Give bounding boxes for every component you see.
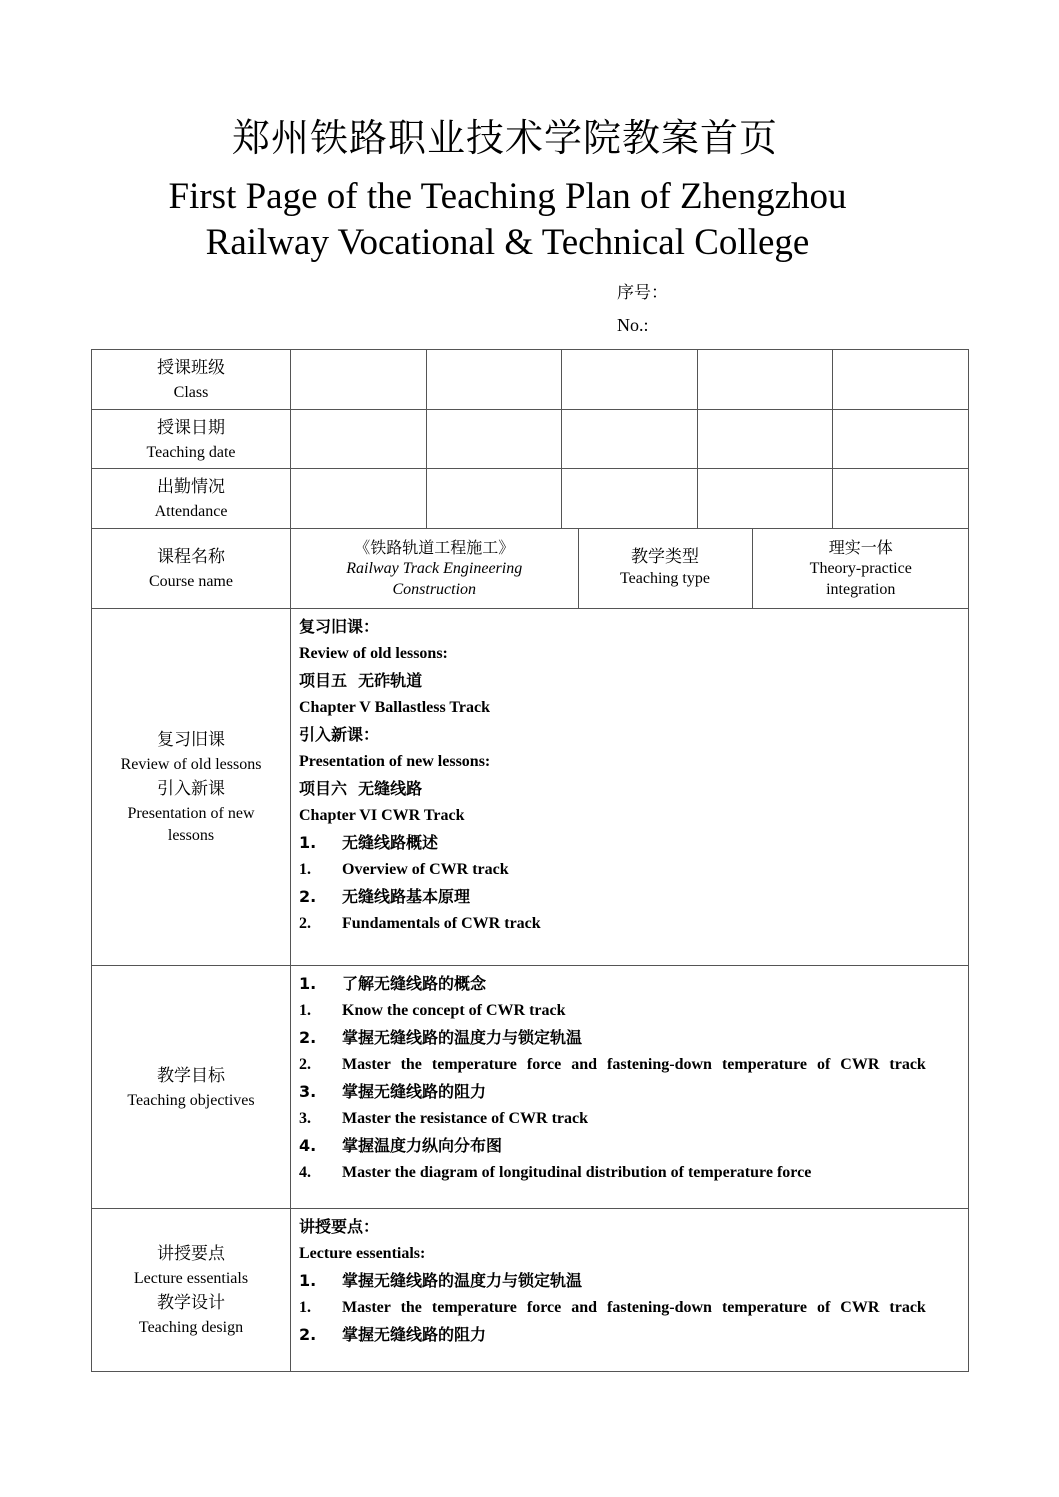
course-name-en-line2: Construction <box>392 581 477 598</box>
course-cells <box>291 529 969 609</box>
item-text-cn: 掌握无缝线路的温度力与锁定轨温 <box>342 1028 583 1047</box>
page-title-en-line1: First Page of the Teaching Plan of Zhengzhou <box>168 176 847 217</box>
item-text-cn: 了解无缝线路的概念 <box>342 974 487 993</box>
label-course-name-cn: 课程名称 <box>157 547 225 567</box>
label-class <box>92 350 291 410</box>
label-objectives <box>92 966 291 1209</box>
item-text-en: Overview of CWR track <box>342 861 509 878</box>
class-cell <box>562 350 697 409</box>
row-review <box>92 609 969 966</box>
item-text-en: Fundamentals of CWR track <box>342 915 541 932</box>
list-item <box>299 910 959 937</box>
item-text-cn: 掌握温度力纵向分布图 <box>342 1136 503 1155</box>
attendance-cells <box>291 469 969 529</box>
item-number: 4. <box>299 1136 317 1155</box>
list-item <box>299 1267 959 1294</box>
attendance-cell <box>426 469 561 528</box>
label-lecture-en: Lecture essentials <box>133 1270 249 1287</box>
label-teaching-date-cn: 授课日期 <box>157 417 225 438</box>
review-heading-en: Review of old lessons: <box>299 645 448 662</box>
label-objectives-en: Teaching objectives <box>127 1091 255 1109</box>
list-item <box>299 1321 959 1348</box>
list-item <box>299 970 959 997</box>
list-item <box>299 1051 959 1078</box>
item-text-en: Master the diagram of longitudinal distribution of temperature force <box>342 1164 812 1181</box>
class-cell <box>291 350 426 409</box>
serial-number-label-cn: 序号： <box>617 283 668 303</box>
review-content <box>291 609 969 966</box>
label-course-name <box>92 529 291 609</box>
label-teaching-date <box>92 410 291 469</box>
item-text-cn: 无缝线路概述 <box>342 833 439 852</box>
label-teaching-type-en: Teaching type <box>620 570 710 587</box>
row-teaching-date <box>92 410 969 469</box>
item-number: 1. <box>299 1002 311 1019</box>
item-text-en: Master the resistance of CWR track <box>342 1110 589 1127</box>
serial-number-label-en: No.: <box>617 315 649 335</box>
row-objectives <box>92 966 969 1209</box>
label-attendance <box>92 469 291 529</box>
item-number: 2. <box>299 1028 317 1047</box>
list-item <box>299 997 959 1024</box>
page-title-en-line2: Railway Vocational & Technical College <box>205 222 810 263</box>
label-review <box>92 609 291 966</box>
presentation-heading-cn: 引入新课： <box>299 725 380 744</box>
item-text-cn: 无缝线路基本原理 <box>342 887 471 906</box>
item-text-en: Master the temperature force and fastening-down temperature of CWR track <box>342 1056 926 1073</box>
teaching-type-value-en-line1: Theory-practice <box>809 560 912 577</box>
teaching-date-cell <box>833 410 968 468</box>
item-text-en: Master the temperature force and fastening-down temperature of CWR track <box>342 1299 926 1316</box>
label-attendance-cn: 出勤情况 <box>157 477 225 497</box>
objectives-content <box>291 966 969 1209</box>
list-item <box>299 1132 959 1159</box>
page-title-en <box>0 174 1015 266</box>
label-teaching-date-en: Teaching date <box>146 443 236 461</box>
label-course-name-en: Course name <box>149 573 233 590</box>
chapter-5-en: Chapter V Ballastless Track <box>299 699 490 716</box>
class-cell <box>833 350 968 409</box>
label-objectives-cn: 教学目标 <box>157 1065 225 1086</box>
item-number: 1. <box>299 1271 317 1290</box>
teaching-date-cell <box>426 410 561 468</box>
label-lecture <box>92 1209 291 1372</box>
teaching-date-cells <box>291 410 969 469</box>
label-attendance-en: Attendance <box>154 503 228 520</box>
class-cell <box>697 350 832 409</box>
item-number: 2. <box>299 915 311 932</box>
list-item <box>299 1294 959 1321</box>
class-cell <box>426 350 561 409</box>
course-name-en-line1: Railway Track Engineering <box>346 560 523 577</box>
item-number: 3. <box>299 1110 311 1127</box>
chapter-6-cn: 项目六 无缝线路 <box>299 779 423 798</box>
label-review-en: Review of old lessons <box>120 756 262 773</box>
chapter-6-en: Chapter VI CWR Track <box>299 807 465 824</box>
item-number: 1. <box>299 974 317 993</box>
page-title-cn: 郑州铁路职业技术学院教案首页 <box>231 116 778 160</box>
label-presentation-cn: 引入新课 <box>157 779 225 799</box>
presentation-heading-en: Presentation of new lessons: <box>299 753 491 770</box>
label-class-cn: 授课班级 <box>157 358 225 378</box>
label-design-cn: 教学设计 <box>157 1293 225 1313</box>
row-class <box>92 350 969 410</box>
item-text-cn: 掌握无缝线路的阻力 <box>342 1325 487 1344</box>
teaching-type-value-cn: 理实一体 <box>828 538 893 557</box>
list-item <box>299 1024 959 1051</box>
lecture-content <box>291 1209 969 1372</box>
item-number: 1. <box>299 861 311 878</box>
class-cells <box>291 350 969 410</box>
attendance-cell <box>697 469 832 528</box>
label-presentation-en-line1: Presentation of new <box>127 805 255 822</box>
label-lecture-cn: 讲授要点 <box>157 1244 225 1264</box>
item-text-cn: 掌握无缝线路的阻力 <box>342 1082 487 1101</box>
course-name-value <box>291 529 578 608</box>
teaching-date-cell <box>291 410 426 468</box>
attendance-cell <box>833 469 968 528</box>
item-number: 2. <box>299 887 317 906</box>
list-item <box>299 1078 959 1105</box>
row-lecture <box>92 1209 969 1372</box>
teaching-plan-table <box>91 349 969 1372</box>
row-course-name <box>92 529 969 609</box>
teaching-date-cell <box>562 410 697 468</box>
list-item <box>299 1105 959 1132</box>
chapter-5-cn: 项目五 无砟轨道 <box>299 671 423 690</box>
list-item <box>299 829 959 856</box>
item-number: 2. <box>299 1325 317 1344</box>
course-name-cn: 《铁路轨道工程施工》 <box>354 538 515 557</box>
attendance-cell <box>291 469 426 528</box>
item-text-cn: 掌握无缝线路的温度力与锁定轨温 <box>342 1271 583 1290</box>
lecture-heading-en: Lecture essentials: <box>299 1245 426 1262</box>
teaching-type-value <box>752 529 969 608</box>
review-heading-cn: 复习旧课： <box>299 617 380 636</box>
item-number: 2. <box>299 1056 311 1073</box>
list-item <box>299 883 959 910</box>
label-review-cn: 复习旧课 <box>157 730 225 750</box>
label-teaching-type-cn: 教学类型 <box>631 547 699 567</box>
lecture-heading-cn: 讲授要点： <box>299 1217 380 1236</box>
list-item <box>299 856 959 883</box>
label-presentation-en-line2: lessons <box>167 827 215 844</box>
attendance-cell <box>562 469 697 528</box>
item-number: 1. <box>299 1299 311 1316</box>
item-number: 3. <box>299 1082 317 1101</box>
label-design-en: Teaching design <box>138 1319 244 1336</box>
label-class-en: Class <box>173 384 209 401</box>
list-item <box>299 1159 959 1186</box>
teaching-date-cell <box>697 410 832 468</box>
label-teaching-type <box>578 529 752 608</box>
teaching-type-value-en-line2: integration <box>826 581 896 598</box>
item-text-en: Know the concept of CWR track <box>342 1002 566 1019</box>
row-attendance <box>92 469 969 529</box>
item-number: 4. <box>299 1164 311 1181</box>
item-number: 1. <box>299 833 317 852</box>
